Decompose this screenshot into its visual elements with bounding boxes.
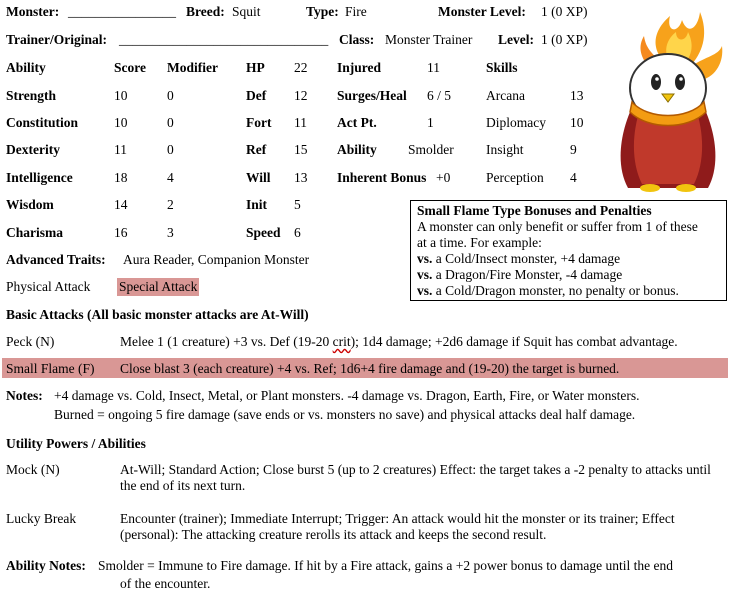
ability-mod: 2 (167, 197, 174, 212)
defense-label: HP (246, 60, 265, 75)
ability-score: 10 (114, 115, 128, 130)
defense-label: Fort (246, 115, 272, 130)
ability-notes-label: Ability Notes: (6, 558, 86, 573)
defense-label: Speed (246, 225, 281, 240)
ability-score: 14 (114, 197, 128, 212)
vs-prefix: vs. (417, 283, 433, 298)
type-value: Fire (345, 4, 367, 19)
skill-value: 10 (570, 115, 584, 130)
ability-score: 10 (114, 88, 128, 103)
modifier-header: Modifier (167, 60, 218, 75)
monster-label: Monster: (6, 4, 60, 19)
skill-value: 9 (570, 142, 577, 157)
class-label: Class: (339, 32, 375, 47)
small-flame-name: Small Flame (F) (6, 361, 95, 376)
skill-value: 4 (570, 170, 577, 185)
skill-value: 13 (570, 88, 584, 103)
notes-label: Notes: (6, 388, 43, 403)
defense-label: Will (246, 170, 271, 185)
class-value: Monster Trainer (385, 32, 473, 47)
ability-name: Constitution (6, 115, 79, 130)
skill-name: Insight (486, 142, 524, 157)
level-label: Level: (498, 32, 534, 47)
notes-line: +4 damage vs. Cold, Insect, Metal, or Plant monsters. -4 damage vs. Dragon, Earth, Fire, or Water monsters. (54, 388, 640, 403)
ability-mod: 0 (167, 88, 174, 103)
vs-prefix: vs. (417, 251, 433, 266)
type-label: Type: (306, 4, 339, 19)
monster-level-value: 1 (0 XP) (541, 4, 588, 19)
ability-notes-line: of the encounter. (120, 576, 211, 591)
type-box-item (417, 267, 720, 283)
breed-value: Squit (232, 4, 261, 19)
type-bonus-box (410, 200, 727, 301)
basic-attacks-heading: Basic Attacks (All basic monster attacks are At-Will) (6, 307, 309, 322)
misc-value: 1 (427, 115, 434, 130)
level-value: 1 (0 XP) (541, 32, 588, 47)
defense-value: 12 (294, 88, 308, 103)
monster-name-blank[interactable]: ________________ (68, 4, 176, 19)
skill-name: Diplomacy (486, 115, 546, 130)
ability-mod: 4 (167, 170, 174, 185)
ability-name: Dexterity (6, 142, 60, 157)
misc-label: Ability (337, 142, 377, 157)
lucky-break-name: Lucky Break (6, 511, 77, 526)
peck-name: Peck (N) (6, 334, 55, 349)
type-box-item (417, 251, 720, 267)
ability-mod: 3 (167, 225, 174, 240)
defense-value: 15 (294, 142, 308, 157)
type-box-item-text: a Cold/Dragon monster, no penalty or bonus. (432, 283, 679, 298)
type-box-line: at a time. For example: (417, 235, 542, 250)
ability-name: Charisma (6, 225, 63, 240)
peck-desc (120, 334, 678, 350)
type-box-item (417, 283, 720, 299)
ability-name: Intelligence (6, 170, 73, 185)
traits-label: Advanced Traits: (6, 252, 106, 267)
type-box-title: Small Flame Type Bonuses and Penalties (417, 203, 652, 218)
misc-value: Smolder (408, 142, 454, 157)
misc-label: Surges/Heal (337, 88, 407, 103)
misc-value: 11 (427, 60, 440, 75)
defense-value: 5 (294, 197, 301, 212)
special-attack-label: Special Attack (119, 279, 198, 294)
defense-label: Def (246, 88, 267, 103)
mock-desc: At-Will; Standard Action; Close burst 5 (up to 2 creatures) Effect: the target takes a -2 penalty to attacks until the end of its next turn. (120, 462, 711, 493)
defense-value: 11 (294, 115, 307, 130)
type-box-item-text: a Dragon/Fire Monster, -4 damage (432, 267, 623, 282)
peck-desc-a: Melee 1 (1 creature) +3 vs. Def (19-20 (120, 334, 333, 349)
vs-prefix: vs. (417, 267, 433, 282)
misc-value: +0 (436, 170, 451, 185)
defense-label: Init (246, 197, 268, 212)
misc-value: 6 / 5 (427, 88, 452, 103)
defense-value: 22 (294, 60, 308, 75)
defense-label: Ref (246, 142, 267, 157)
trainer-blank[interactable]: _______________________________ (119, 32, 329, 47)
small-flame-desc: Close blast 3 (each creature) +4 vs. Ref; 1d6+4 fire damage and (19-20) the target is burned. (120, 361, 620, 376)
physical-attack-label: Physical Attack (6, 279, 91, 294)
notes-line: Burned = ongoing 5 fire damage (save ends or vs. monsters no save) and physical attacks deal half damage. (54, 407, 636, 422)
score-header: Score (114, 60, 146, 75)
skill-name: Perception (486, 170, 544, 185)
peck-desc-b: ); 1d4 damage; +2d6 damage if Squit has combat advantage. (350, 334, 678, 349)
ability-score: 18 (114, 170, 128, 185)
ability-score: 11 (114, 142, 127, 157)
ability-name: Wisdom (6, 197, 54, 212)
ability-score: 16 (114, 225, 128, 240)
utility-heading: Utility Powers / Abilities (6, 436, 146, 451)
monster-level-label: Monster Level: (438, 4, 526, 19)
defense-value: 13 (294, 170, 308, 185)
misc-label: Act Pt. (337, 115, 377, 130)
squit-flame-creature-icon (608, 6, 726, 194)
peck-crit: crit (332, 334, 351, 349)
misc-label: Injured (337, 60, 382, 75)
mock-name: Mock (N) (6, 462, 60, 477)
skill-name: Arcana (486, 88, 525, 103)
trainer-label: Trainer/Original: (6, 32, 107, 47)
defense-value: 6 (294, 225, 301, 240)
ability-mod: 0 (167, 115, 174, 130)
traits-value: Aura Reader, Companion Monster (123, 252, 310, 267)
ability-name: Strength (6, 88, 57, 103)
lucky-break-desc: Encounter (trainer); Immediate Interrupt; Trigger: An attack would hit the monster or its trainer; Effect (personal): The attacking creature rerolls its attack and keeps the second result. (120, 511, 675, 542)
ability-notes-line: Smolder = Immune to Fire damage. If hit by a Fire attack, gains a +2 power bonus to damage until the end (98, 558, 673, 573)
breed-label: Breed: (186, 4, 225, 19)
ability-header: Ability (6, 60, 46, 75)
ability-mod: 0 (167, 142, 174, 157)
type-box-item-text: a Cold/Insect monster, +4 damage (432, 251, 621, 266)
skills-header: Skills (486, 60, 518, 75)
misc-label: Inherent Bonus (337, 170, 427, 185)
type-box-line: A monster can only benefit or suffer from 1 of these (417, 219, 698, 234)
